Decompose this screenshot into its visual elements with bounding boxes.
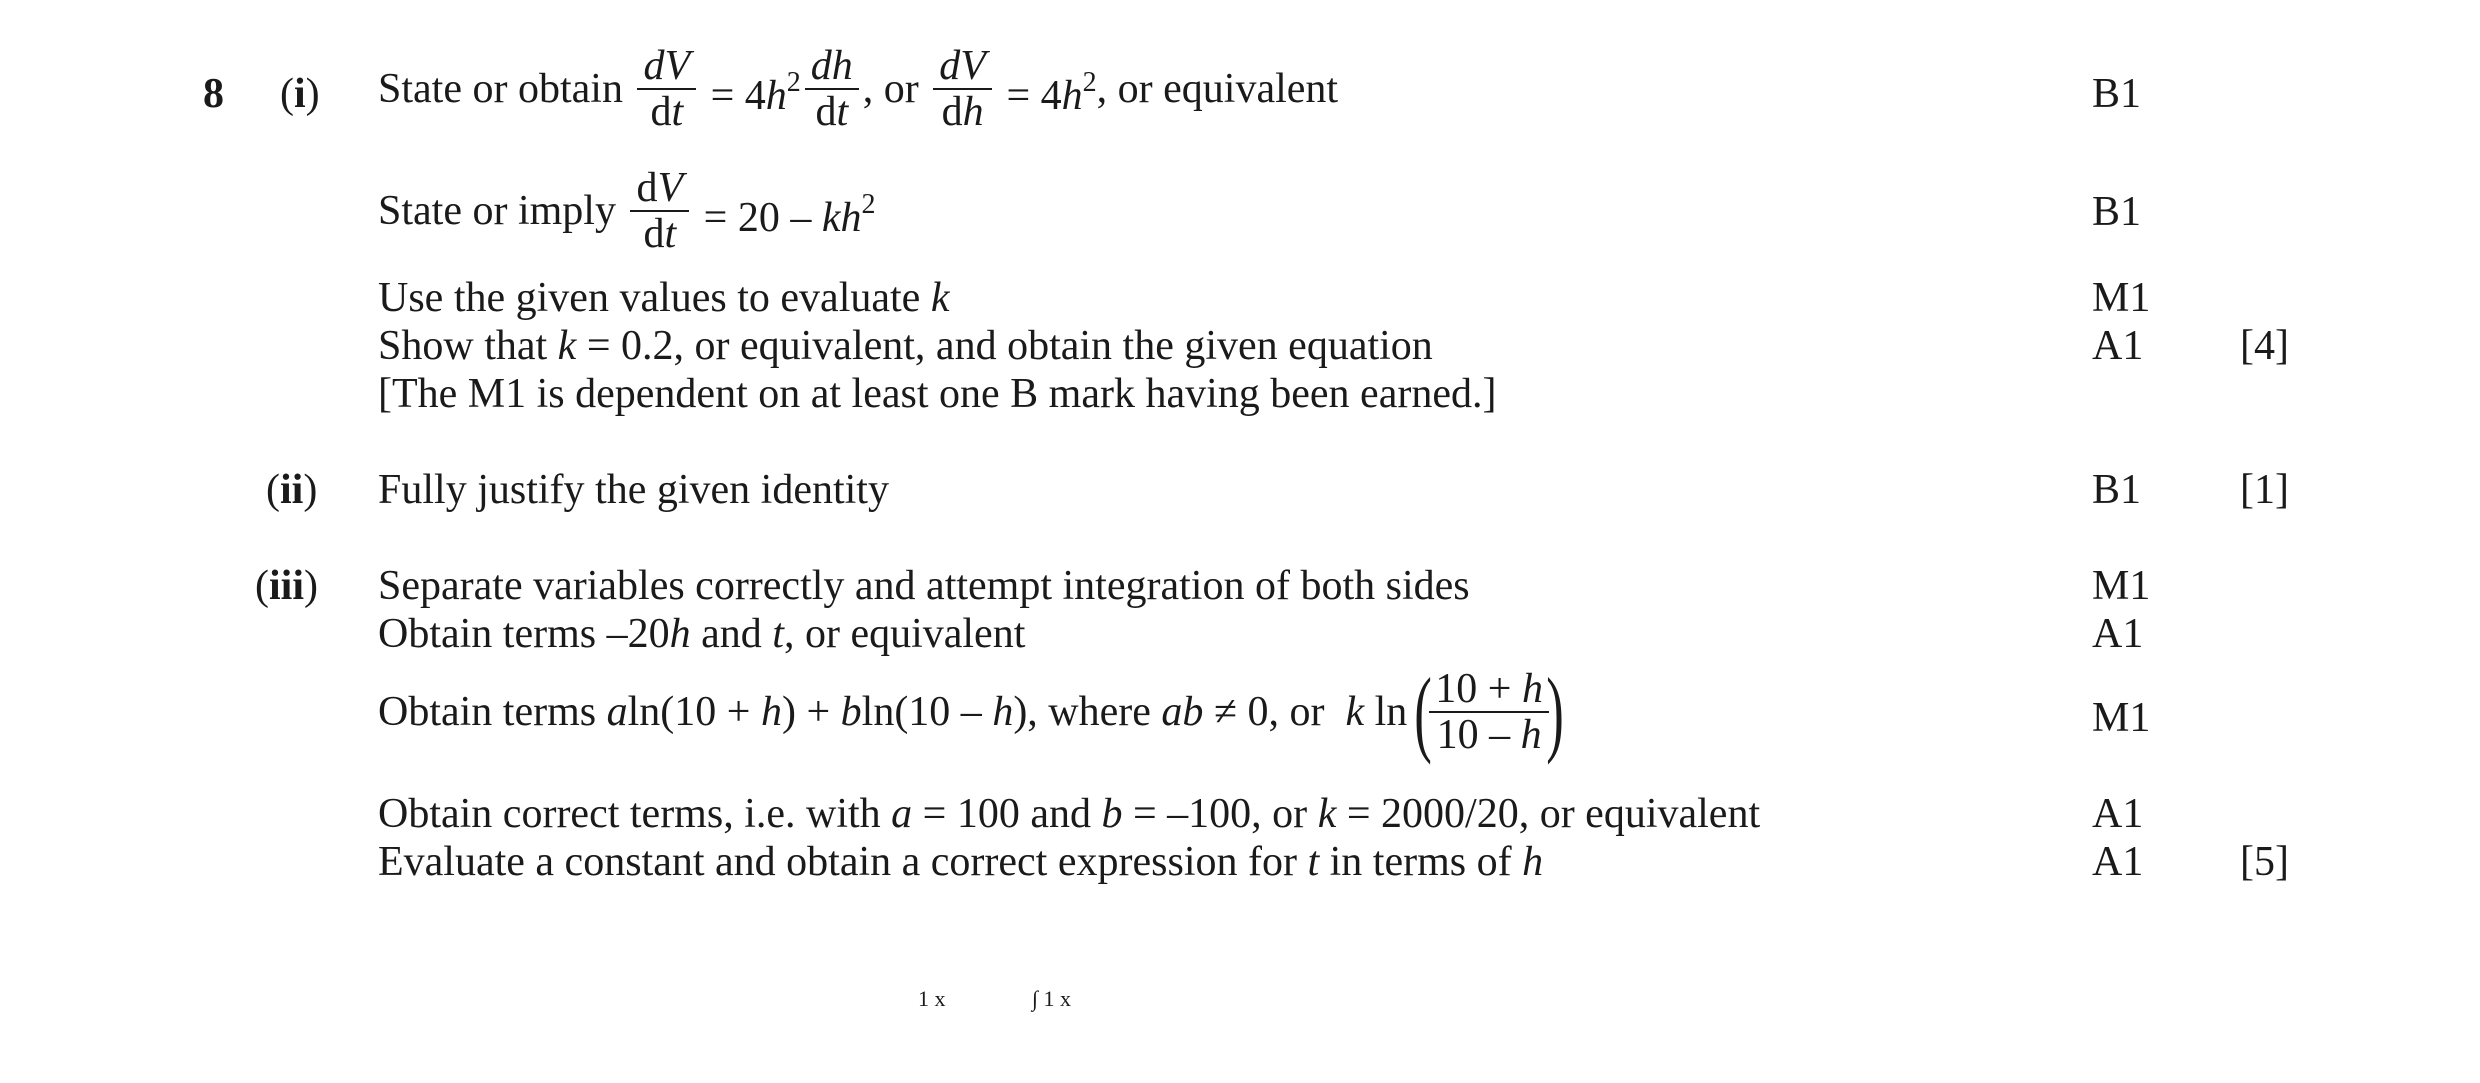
part-i-line-2: State or imply $\frac{dV}{dt}$ = $20 - kh^2$ [378,165,876,257]
fraction-dh-dt: $\frac{dh}{dt}$ [805,44,859,134]
footer-fragment-2: ∫ 1 x [1032,986,1072,1011]
mark-i-1: B1 [2092,71,2142,117]
fraction-dv-dh: $\frac{dV}{dh}$ [933,44,992,134]
mark-i-2: B1 [2092,189,2142,235]
part-label-ii: (ii) [266,467,318,513]
total-ii: [1] [2240,467,2289,513]
part-i-line-3: Use the given values to evaluate k [378,275,950,321]
fraction-dv-dt-2: $\frac{dV}{dt}$ [630,166,689,256]
part-ii-line-1: Fully justify the given identity [378,467,889,513]
part-iii-line-4: Obtain correct terms, i.e. with a = 100 and b = –100, or k = 2000/20, or equivalent [378,791,1761,837]
left-paren: ( [1414,658,1433,765]
mark-iii-4: A1 [2092,791,2144,837]
part-i-line-1: State or obtain $\frac{dV}{dt}$ = $4h^2$ $\frac{dh}{dt}$ , or $\frac{dV}{dh}$ = $4h^2$, or equivalent [378,43,1339,135]
mark-i-4: A1 [2092,323,2144,369]
fraction-10h: $\frac{10 + h}{10 - h}$ [1429,667,1549,757]
question-number: 8 [203,71,224,117]
part-i-line-4: Show that k = 0.2, or equivalent, and obtain the given equation [378,323,1433,369]
total-i: [4] [2240,323,2289,369]
part-iii-line-1: Separate variables correctly and attempt integration of both sides [378,563,1470,609]
mark-iii-1: M1 [2092,563,2151,609]
right-paren: ) [1546,658,1564,765]
total-iii: [5] [2240,839,2289,885]
part-iii-line-2: Obtain terms –20h and t, or equivalent [378,611,1026,657]
mark-ii-1: B1 [2092,467,2142,513]
part-label-iii: (iii) [255,563,319,609]
part-iii-line-5: Evaluate a constant and obtain a correct expression for t in terms of h [378,839,1544,885]
mark-iii-3: M1 [2092,695,2151,741]
mark-iii-5: A1 [2092,839,2144,885]
footer-fragment-1: 1 x [918,986,946,1011]
mark-iii-2: A1 [2092,611,2144,657]
part-label-i: (i) [280,71,320,117]
part-iii-line-3: Obtain terms aln(10 + h) + bln(10 – h), where ab ≠ 0, or k ln( $\frac{10 + h}{10 - h}$ ) [378,658,1564,765]
mark-i-3: M1 [2092,275,2151,321]
part-i-note: [The M1 is dependent on at least one B mark having been earned.] [378,371,1497,417]
fraction-dv-dt: $\frac{dV}{dt}$ [637,44,696,134]
